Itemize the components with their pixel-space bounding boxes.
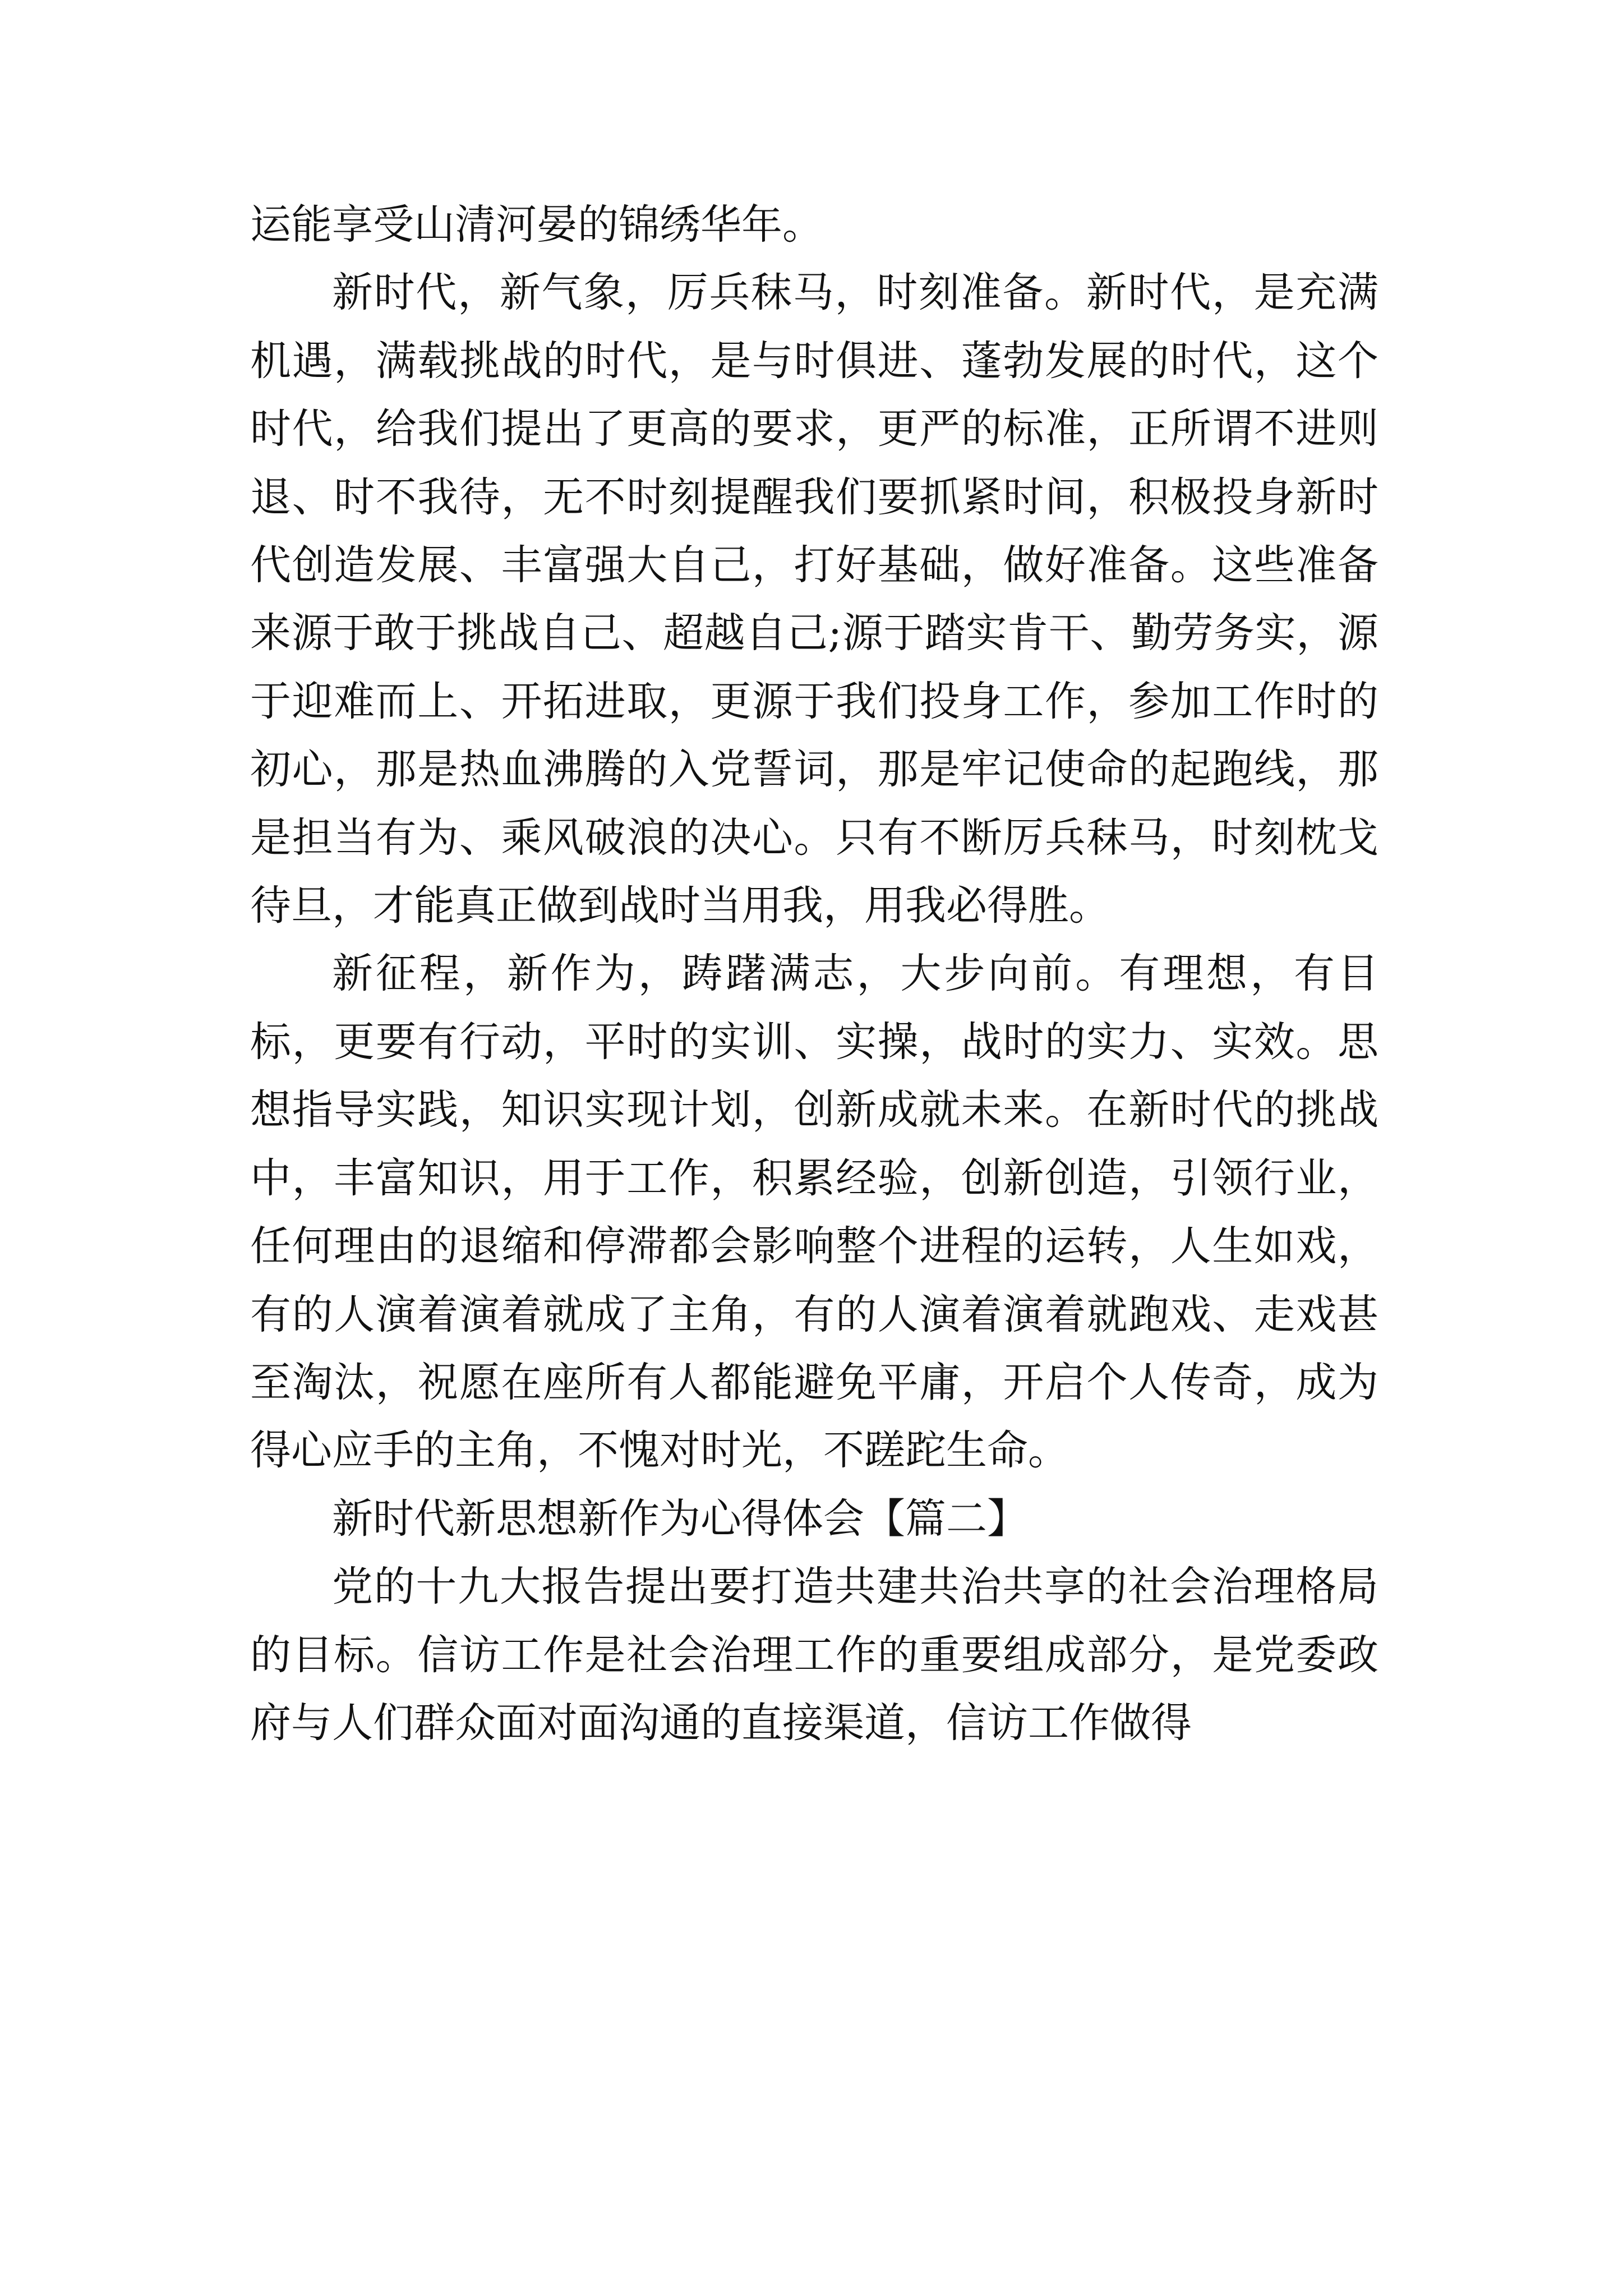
paragraph-petition-work: 党的十九大报告提出要打造共建共治共享的社会治理格局的目标。信访工作是社会治理工作的重要组成部分，是党委政府与人们群众面对面沟通的直接渠道，信访工作做得 — [250, 1563, 1378, 1747]
paragraph-new-era-preparation: 新时代，新气象，厉兵秣马，时刻准备。新时代，是充满机遇，满载挑战的时代，是与时俱进、蓬勃发展的时代，这个时代，给我们提出了更高的要求，更严的标准，正所谓不进则退、时不我待，无不时刻提醒我们要抓紧时间，积极投身新时代创造发展、丰富强大自己，打好基础，做好准备。这些准备来源于敢于挑战自己、超越自己;源于踏实肯干、勤劳务实，源于迎难而上、开拓进取，更源于我们投身工作，参加工作时的初心，那是热血沸腾的入党誓词，那是牢记使命的起跑线，那是担当有为、乘风破浪的决心。只有不断厉兵秣马，时刻枕戈待旦，才能真正做到战时当用我，用我必得胜。 — [250, 269, 1378, 930]
document-body — [250, 191, 1378, 1757]
paragraph-new-journey-action: 新征程，新作为，踌躇满志，大步向前。有理想，有目标，更要有行动，平时的实训、实操，战时的实力、实效。思想指导实践，知识实现计划，创新成就未来。在新时代的挑战中，丰富知识，用于工作，积累经验，创新创造，引领行业，任何理由的退缩和停滞都会影响整个进程的运转，人生如戏，有的人演着演着就成了主角，有的人演着演着就跑戏、走戏甚至淘汰，祝愿在座所有人都能避免平庸，开启个人传奇，成为得心应手的主角，不愧对时光，不蹉跎生命。 — [250, 950, 1378, 1475]
paragraph-continuation: 运能享受山清河晏的锦绣华年。 — [250, 201, 823, 249]
section-heading-part-two: 新时代新思想新作为心得体会【篇二】 — [332, 1494, 1028, 1543]
